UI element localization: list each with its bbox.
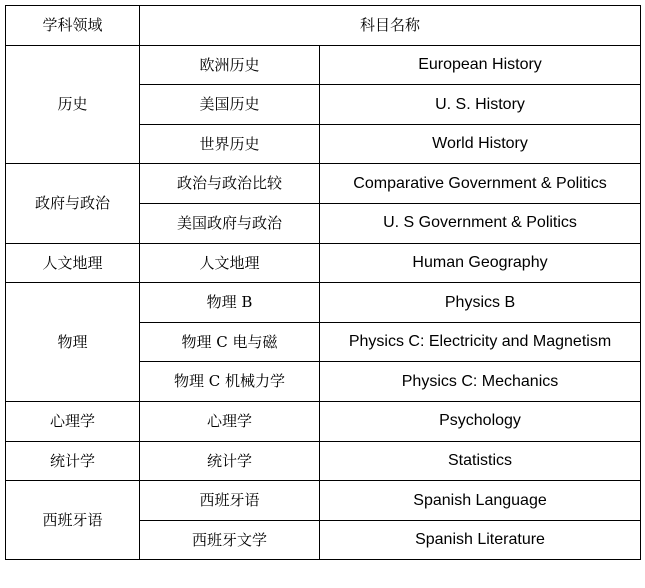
course-cn-cell: 物理 B <box>140 283 320 323</box>
domain-cell: 西班牙语 <box>6 481 140 560</box>
course-cn-cell: 美国历史 <box>140 85 320 125</box>
header-subject: 科目名称 <box>140 6 641 46</box>
course-cn-cell: 西班牙语 <box>140 481 320 521</box>
course-en-cell: U. S. History <box>320 85 641 125</box>
header-row <box>6 6 641 46</box>
course-en-cell: Psychology <box>320 401 641 441</box>
course-en-cell: Comparative Government & Politics <box>320 164 641 204</box>
table-row <box>6 164 641 204</box>
table-row <box>6 481 641 521</box>
course-en-cell: U. S Government & Politics <box>320 203 641 243</box>
domain-cell: 历史 <box>6 45 140 164</box>
domain-cell: 人文地理 <box>6 243 140 283</box>
course-cn-cell: 欧洲历史 <box>140 45 320 85</box>
subjects-table <box>5 5 641 560</box>
table-row <box>6 45 641 85</box>
course-cn-cell: 政治与政治比较 <box>140 164 320 204</box>
course-en-cell: Human Geography <box>320 243 641 283</box>
course-en-cell: Spanish Literature <box>320 520 641 560</box>
subjects-table-body <box>6 6 641 560</box>
course-cn-cell: 世界历史 <box>140 124 320 164</box>
domain-cell: 心理学 <box>6 401 140 441</box>
course-en-cell: Physics C: Electricity and Magnetism <box>320 322 641 362</box>
course-en-cell: Physics C: Mechanics <box>320 362 641 402</box>
table-row <box>6 243 641 283</box>
course-cn-cell: 西班牙文学 <box>140 520 320 560</box>
domain-cell: 统计学 <box>6 441 140 481</box>
course-cn-cell: 心理学 <box>140 401 320 441</box>
table-row <box>6 283 641 323</box>
course-cn-cell: 美国政府与政治 <box>140 203 320 243</box>
table-row <box>6 401 641 441</box>
header-domain: 学科领域 <box>6 6 140 46</box>
course-cn-cell: 物理 C 电与磁 <box>140 322 320 362</box>
course-cn-cell: 物理 C 机械力学 <box>140 362 320 402</box>
course-en-cell: Physics B <box>320 283 641 323</box>
course-en-cell: European History <box>320 45 641 85</box>
domain-cell: 政府与政治 <box>6 164 140 243</box>
course-cn-cell: 人文地理 <box>140 243 320 283</box>
course-en-cell: Statistics <box>320 441 641 481</box>
course-en-cell: World History <box>320 124 641 164</box>
table-row <box>6 441 641 481</box>
course-cn-cell: 统计学 <box>140 441 320 481</box>
domain-cell: 物理 <box>6 283 140 402</box>
course-en-cell: Spanish Language <box>320 481 641 521</box>
